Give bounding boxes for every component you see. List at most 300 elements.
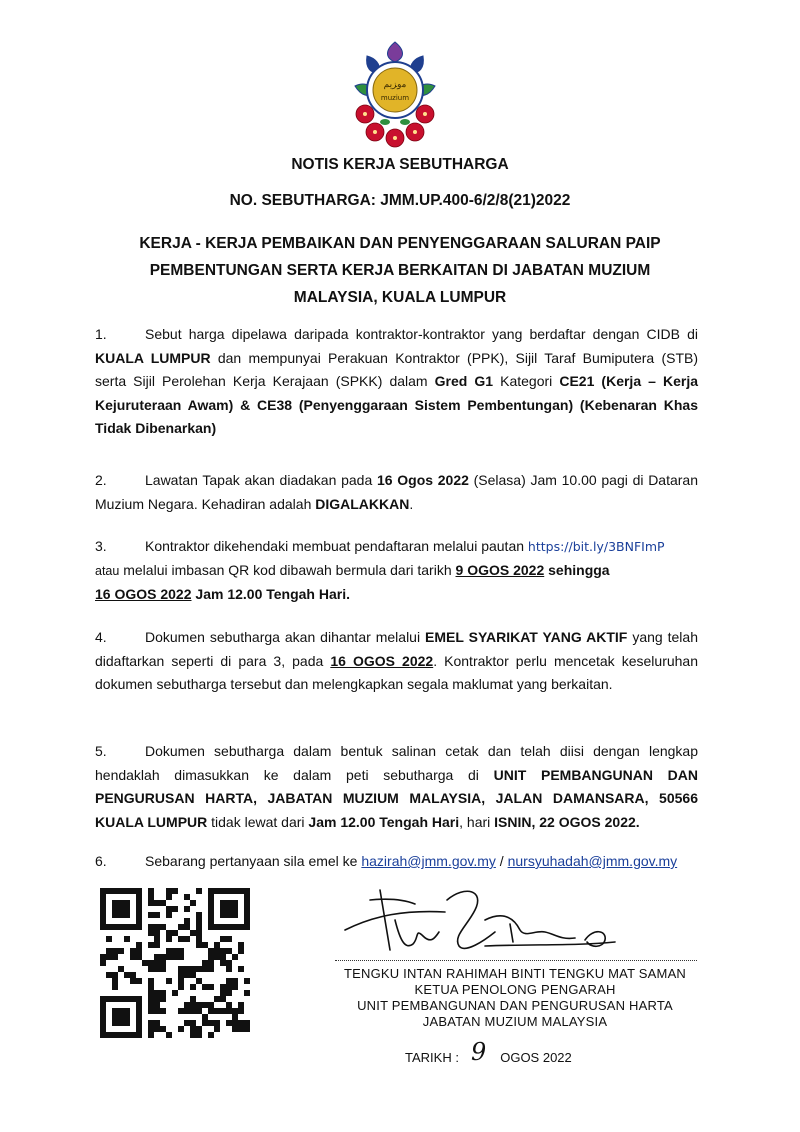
qr-module [184,1002,190,1008]
qr-module [190,1026,196,1032]
signatory-department: JABATAN MUZIUM MALAYSIA [422,1014,608,1029]
qr-module [208,924,214,930]
qr-module [136,954,142,960]
qr-module [118,1020,124,1026]
qr-module [136,978,142,984]
qr-module [112,1008,118,1014]
qr-module [112,912,118,918]
email-bold: EMEL SYARIKAT YANG AKTIF [425,629,628,645]
qr-module [154,1020,160,1026]
qr-module [106,954,112,960]
qr-module [154,1002,160,1008]
paragraph-text: , hari [459,813,491,830]
qr-module [166,948,172,954]
qr-module [178,1026,184,1032]
qr-module [160,966,166,972]
paragraph-text: melalui imbasan QR kod dibawah bermula dari tarikh [123,561,452,578]
qr-module [190,996,196,1002]
qr-module [244,918,250,924]
qr-module [166,906,172,912]
qr-module [148,1008,154,1014]
qr-module [226,984,232,990]
qr-module [166,954,172,960]
paragraph-number: 2. [95,472,107,488]
date-label: TARIKH : [405,1050,459,1065]
qr-module [178,966,184,972]
paragraph-text: Lawatan Tapak akan diadakan pada [145,472,373,488]
qr-module [130,1032,136,1038]
signatory-unit: UNIT PEMBANGUNAN DAN PENGURUSAN HARTA [357,998,673,1013]
qr-module [190,1032,196,1038]
qr-module [112,996,118,1002]
qr-module [232,900,238,906]
qr-module [196,888,202,894]
qr-module [148,1026,154,1032]
qr-module [178,924,184,930]
qr-module [154,996,160,1002]
signatory-name: TENGKU INTAN RAHIMAH BINTI TENGKU MAT SAMAN [343,966,687,981]
qr-module [244,906,250,912]
qr-module [172,930,178,936]
qr-module [130,954,136,960]
qr-module [208,1020,214,1026]
qr-module [214,948,220,954]
qr-module [136,894,142,900]
qr-module [232,924,238,930]
qr-module [136,918,142,924]
qr-module [124,888,130,894]
qr-module [196,912,202,918]
qr-module [220,990,226,996]
qr-module [238,1026,244,1032]
qr-module [112,984,118,990]
qr-module [112,888,118,894]
qr-module [214,1020,220,1026]
qr-module [148,930,154,936]
qr-module [244,990,250,996]
paragraph-1 [95,323,698,441]
qr-module [196,936,202,942]
qr-module [220,888,226,894]
museum-crest-icon [345,38,445,150]
qr-module [190,930,196,936]
qr-module [130,978,136,984]
qr-module [220,906,226,912]
qr-module [106,888,112,894]
qr-module [226,912,232,918]
qr-module [202,960,208,966]
qr-module [232,1020,238,1026]
qr-module [118,996,124,1002]
qr-module [100,924,106,930]
qr-module [130,948,136,954]
qr-module [172,906,178,912]
qr-module [208,966,214,972]
qr-module [226,960,232,966]
qr-module [214,888,220,894]
grade-bold: Gred G1 [434,373,494,389]
qr-module [112,900,118,906]
qr-module [136,1002,142,1008]
qr-module [214,942,220,948]
qr-module [244,888,250,894]
qr-module [136,1032,142,1038]
subject-line-2: PEMBENTUNGAN SERTA KERJA BERKAITAN DI JABATAN MUZIUM [149,262,651,279]
qr-module [208,900,214,906]
qr-module [142,960,148,966]
qr-module [148,990,154,996]
qr-module [184,1008,190,1014]
paragraph-3 [95,535,698,607]
qr-module [238,1008,244,1014]
qr-module [220,900,226,906]
paragraph-text: Sebarang pertanyaan sila emel ke [145,853,358,869]
qr-module [100,912,106,918]
paragraph-text: . [409,495,414,512]
qr-module [100,954,106,960]
qr-module [148,966,154,972]
qr-module [166,888,172,894]
qr-module [106,936,112,942]
qr-module [118,1008,124,1014]
qr-module [124,936,130,942]
qr-module [226,978,232,984]
qr-module [208,954,214,960]
qr-module [208,1008,214,1014]
qr-module [166,978,172,984]
qr-module [232,984,238,990]
qr-module [100,1014,106,1020]
handwritten-signature-icon [335,880,635,960]
qr-module [100,1008,106,1014]
qr-module [100,900,106,906]
qr-module [184,924,190,930]
qr-module [184,918,190,924]
qr-module [112,972,118,978]
qr-module [184,972,190,978]
qr-module [160,990,166,996]
paragraph-text: (Selasa) Jam 10.00 pagi di Dataran Muzium Negara. Kehadiran adalah [95,472,698,512]
qr-module [190,1020,196,1026]
qr-module [166,936,172,942]
paragraph-text: Dokumen sebutharga dalam bentuk salinan cetak dan telah diisi dengan lengkap hendaklah dimasukkan ke dalam peti sebutharga di [95,743,698,783]
qr-module [130,972,136,978]
qr-module [154,912,160,918]
qr-module [124,1020,130,1026]
qr-module [226,1020,232,1026]
qr-module [208,960,214,966]
qr-module [220,984,226,990]
qr-module [124,912,130,918]
qr-module [172,948,178,954]
qr-module [178,972,184,978]
qr-module [106,948,112,954]
end-time: Jam 12.00 Tengah Hari. [195,586,350,602]
qr-module [130,996,136,1002]
qr-module [208,1002,214,1008]
paragraph-text: . Kontraktor perlu mencetak keseluruhan dokumen sebutharga tersebut dan melengkapkan segala maklumat yang berkaitan. [95,652,698,692]
qr-module [244,978,250,984]
qr-module [148,1002,154,1008]
date-month-year: OGOS 2022 [500,1050,572,1065]
document-date: 16 OGOS 2022 [330,652,434,669]
location-bold: KUALA LUMPUR [95,349,211,366]
site-visit-date: 16 Ogos 2022 [376,472,469,488]
submission-address: UNIT PEMBANGUNAN DAN PENGURUSAN HARTA, JABATAN MUZIUM MALAYSIA, JALAN DAMANSARA, 50566 KUALA LUMPUR [95,766,699,830]
qr-module [148,912,154,918]
qr-module [244,924,250,930]
qr-module [172,990,178,996]
qr-module [136,948,142,954]
qr-module [100,888,106,894]
deadline-date: ISNIN, 22 OGOS 2022. [494,813,640,830]
qr-module [124,996,130,1002]
qr-module [244,900,250,906]
qr-module [232,1008,238,1014]
paragraph-5 [95,740,698,834]
qr-code-icon[interactable] [100,888,250,1038]
qr-module [190,1008,196,1014]
qr-module [154,930,160,936]
qr-module [118,906,124,912]
qr-module [166,930,172,936]
qr-module [124,900,130,906]
qr-module [118,924,124,930]
qr-module [178,954,184,960]
qr-module [196,924,202,930]
qr-module [100,996,106,1002]
logo-text: muzium [380,94,410,102]
qr-module [226,888,232,894]
qr-module [112,906,118,912]
qr-module [160,1026,166,1032]
qr-module [214,924,220,930]
qr-module [178,948,184,954]
signature-line [335,960,697,961]
qr-module [118,900,124,906]
qr-module [196,1026,202,1032]
qr-module [220,936,226,942]
qr-module [136,1008,142,1014]
qr-module [136,924,142,930]
qr-module [148,960,154,966]
qr-module [148,978,154,984]
qr-module [124,972,130,978]
qr-module [154,900,160,906]
qr-module [136,942,142,948]
qr-module [178,978,184,984]
qr-module [244,912,250,918]
qr-module [196,942,202,948]
email-link-hazirah[interactable]: hazirah@jmm.gov.my [361,853,496,869]
registration-link[interactable]: https://bit.ly/3BNFImP [527,539,665,554]
qr-module [148,1032,154,1038]
qr-module [238,924,244,930]
qr-module [154,942,160,948]
qr-module [112,948,118,954]
qr-module [190,984,196,990]
start-date: 9 OGOS 2022 [455,561,545,578]
qr-module [112,924,118,930]
qr-module [184,936,190,942]
paragraph-2 [95,469,698,516]
qr-module [208,918,214,924]
qr-module [106,1032,112,1038]
qr-module [106,924,112,930]
category-bold: CE21 (Kerja – Kerja Kejuruteraan Awam) & CE38 (Penyenggaraan Sistem Pembentungan) (Kebenaran Khas Tidak Dibenarkan) [95,373,699,436]
qr-module [220,954,226,960]
qr-module [202,984,208,990]
qr-module [154,936,160,942]
qr-module [202,1020,208,1026]
qr-module [166,1032,172,1038]
qr-module [244,1026,250,1032]
qr-module [166,912,172,918]
notice-title: NOTIS KERJA SEBUTHARGA [291,156,509,173]
qr-module [226,966,232,972]
deadline-time: Jam 12.00 Tengah Hari [308,813,460,830]
qr-module [184,906,190,912]
date-day-handwritten: 9 [470,1038,487,1066]
paragraph-text: yang telah didaftarkan seperti di para 3, pada [95,629,698,669]
qr-module [208,906,214,912]
qr-module [100,918,106,924]
qr-module [196,918,202,924]
qr-module [208,984,214,990]
qr-module [112,1020,118,1026]
qr-module [136,1020,142,1026]
qr-module [148,1020,154,1026]
qr-module [208,888,214,894]
qr-module [232,906,238,912]
qr-module [100,1020,106,1026]
qr-module [124,1014,130,1020]
qr-module [196,1008,202,1014]
qr-module [232,978,238,984]
qr-module [160,954,166,960]
qr-module [154,966,160,972]
qr-module [154,960,160,966]
qr-module [136,912,142,918]
qr-module [196,978,202,984]
quotation-number: NO. SEBUTHARGA: JMM.UP.400-6/2/8(21)2022 [229,192,571,209]
qr-module [184,1020,190,1026]
qr-module [208,948,214,954]
qr-module [112,1014,118,1020]
qr-module [154,1008,160,1014]
qr-module [124,924,130,930]
qr-module [184,894,190,900]
qr-module [154,954,160,960]
signatory-position: KETUA PENOLONG PENGARAH [414,982,616,997]
qr-module [244,1020,250,1026]
qr-module [160,1008,166,1014]
qr-module [124,906,130,912]
qr-module [196,1032,202,1038]
qr-module [196,966,202,972]
qr-module [214,1008,220,1014]
paragraph-text: dan mempunyai Perakuan Kontraktor (PPK), Sijil Taraf Bumiputera (STB) serta Sijil Perolehan Kerja Kerajaan (SPKK) dalam [95,349,698,389]
qr-module [106,972,112,978]
qr-module [226,906,232,912]
qr-module [172,888,178,894]
qr-module [118,1032,124,1038]
qr-module [148,996,154,1002]
paragraph-text: Kontraktor dikehendaki membuat pendaftaran melalui pautan [145,538,525,554]
qr-module [208,912,214,918]
qr-module [202,1002,208,1008]
qr-module [154,924,160,930]
paragraph-text: atau [95,563,120,578]
qr-module [148,894,154,900]
qr-module [190,1002,196,1008]
qr-module [136,1026,142,1032]
qr-module [160,900,166,906]
qr-module [172,954,178,960]
qr-module [202,966,208,972]
qr-module [136,1014,142,1020]
qr-module [118,948,124,954]
qr-module [220,948,226,954]
qr-module [220,924,226,930]
qr-module [220,996,226,1002]
qr-module [196,930,202,936]
qr-module [112,978,118,984]
qr-module [148,984,154,990]
qr-module [214,954,220,960]
qr-module [238,948,244,954]
qr-module [226,900,232,906]
qr-module [178,1008,184,1014]
qr-module [202,1014,208,1020]
qr-module [136,888,142,894]
qr-module [238,1020,244,1026]
qr-module [124,1008,130,1014]
qr-module [112,954,118,960]
qr-module [148,924,154,930]
qr-module [238,1002,244,1008]
qr-module [232,912,238,918]
date-row [405,1040,572,1068]
qr-module [232,1026,238,1032]
qr-module [226,1002,232,1008]
qr-module [220,912,226,918]
qr-module [130,924,136,930]
attendance-bold: DIGALAKKAN [315,495,410,512]
qr-module [232,888,238,894]
qr-module [226,948,232,954]
qr-module [148,900,154,906]
paragraph-number: 6. [95,853,107,869]
paragraph-text: Sebut harga dipelawa daripada kontraktor-kontraktor yang berdaftar dengan CIDB di [145,326,698,342]
qr-module [160,924,166,930]
paragraph-4 [95,626,698,697]
qr-module [136,906,142,912]
qr-module [238,966,244,972]
qr-module [106,996,112,1002]
paragraph-number: 4. [95,629,107,645]
qr-module [226,990,232,996]
qr-module [208,894,214,900]
subject-line-1: KERJA - KERJA PEMBAIKAN DAN PENYENGGARAAN SALURAN PAIP [139,235,661,252]
paragraph-number: 1. [95,326,107,342]
email-link-nursyuhadah[interactable]: nursyuhadah@jmm.gov.my [507,853,678,869]
qr-module [136,996,142,1002]
qr-module [118,966,124,972]
qr-module [190,900,196,906]
qr-module [220,1008,226,1014]
qr-module [226,1008,232,1014]
